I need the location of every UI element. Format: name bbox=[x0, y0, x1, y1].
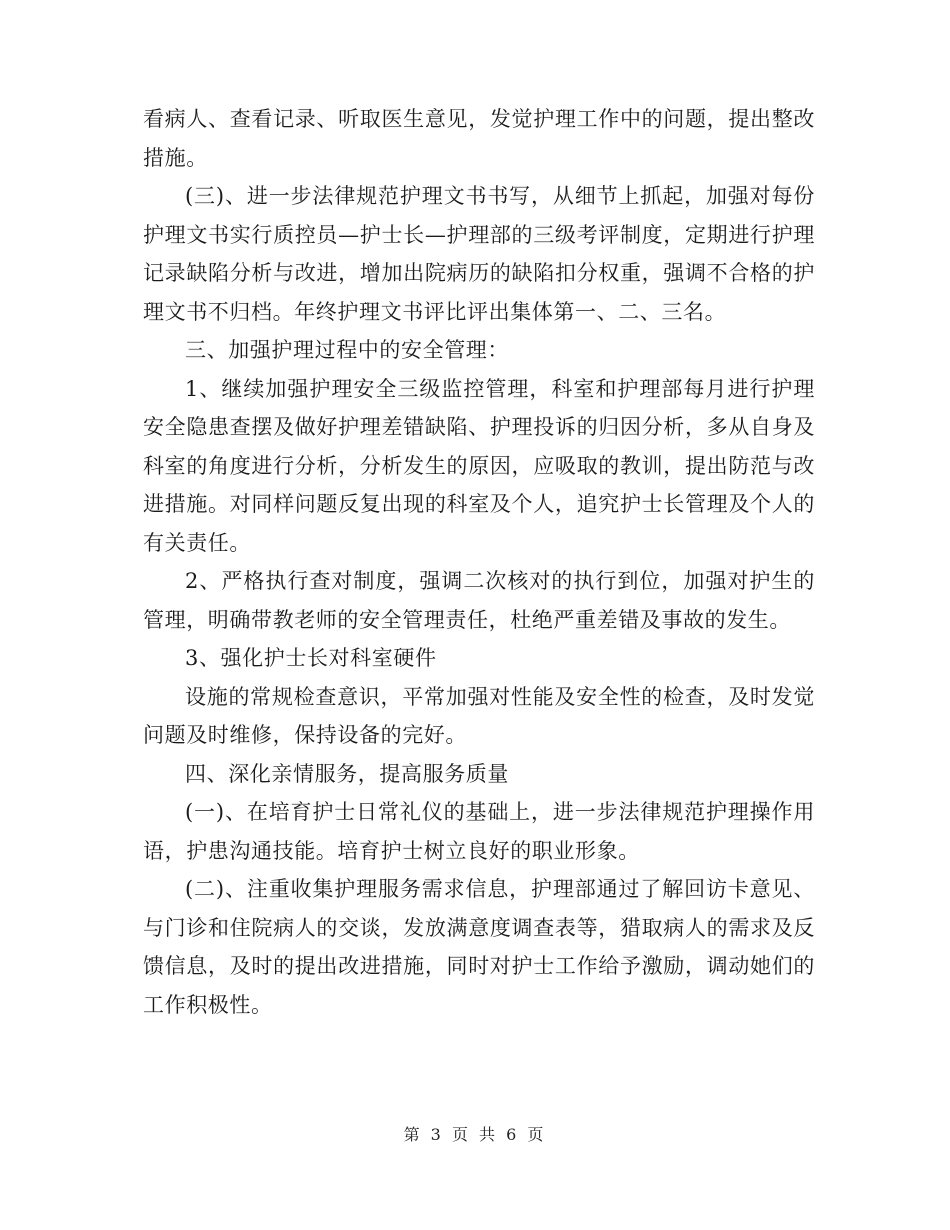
paragraph-item-2: 2、严格执行查对制度，强调二次核对的执行到位，加强对护生的管理，明确带教老师的安全管理责任，杜绝严重差错及事故的发生。 bbox=[143, 569, 815, 632]
document-body bbox=[143, 100, 815, 1024]
paragraph-item-3-continued: 设施的常规检查意识，平常加强对性能及安全性的检查，及时发觉问题及时维修，保持设备的完好。 bbox=[143, 684, 815, 747]
page-number-footer: 第 3 页 共 6 页 bbox=[403, 1125, 547, 1144]
paragraph-item-1: 1、继续加强护理安全三级监控管理，科室和护理部每月进行护理安全隐患查摆及做好护理差错缺陷、护理投诉的归因分析，多从自身及科室的角度进行分析，分析发生的原因，应吸取的教训，提出防范与改进措施。对同样问题反复出现的科室及个人，追究护士长管理及个人的有关责任。 bbox=[143, 376, 815, 555]
paragraph-section-three-documents: (三)、进一步法律规范护理文书书写，从细节上抓起，加强对每份护理文书实行质控员—护士长—护理部的三级考评制度，定期进行护理记录缺陷分析与改进，增加出院病历的缺陷扣分权重，强调不合格的护理文书不归档。年终护理文书评比评出集体第一、二、三名。 bbox=[143, 184, 815, 324]
paragraph-service-two: (二)、注重收集护理服务需求信息，护理部通过了解回访卡意见、与门诊和住院病人的交谈，发放满意度调查表等，猎取病人的需求及反馈信息，及时的提出改进措施，同时对护士工作给予激励，调动她们的工作积极性。 bbox=[143, 877, 815, 1017]
paragraph-item-3: 3、强化护士长对科室硬件 bbox=[185, 646, 437, 670]
paragraph-continuation: 看病人、查看记录、听取医生意见，发觉护理工作中的问题，提出整改措施。 bbox=[143, 107, 815, 170]
paragraph-service-one: (一)、在培育护士日常礼仪的基础上，进一步法律规范护理操作用语，护患沟通技能。培育护士树立良好的职业形象。 bbox=[143, 800, 815, 863]
heading-safety-management: 三、加强护理过程中的安全管理： bbox=[185, 338, 509, 362]
heading-service-quality: 四、深化亲情服务，提高服务质量 bbox=[185, 761, 509, 786]
